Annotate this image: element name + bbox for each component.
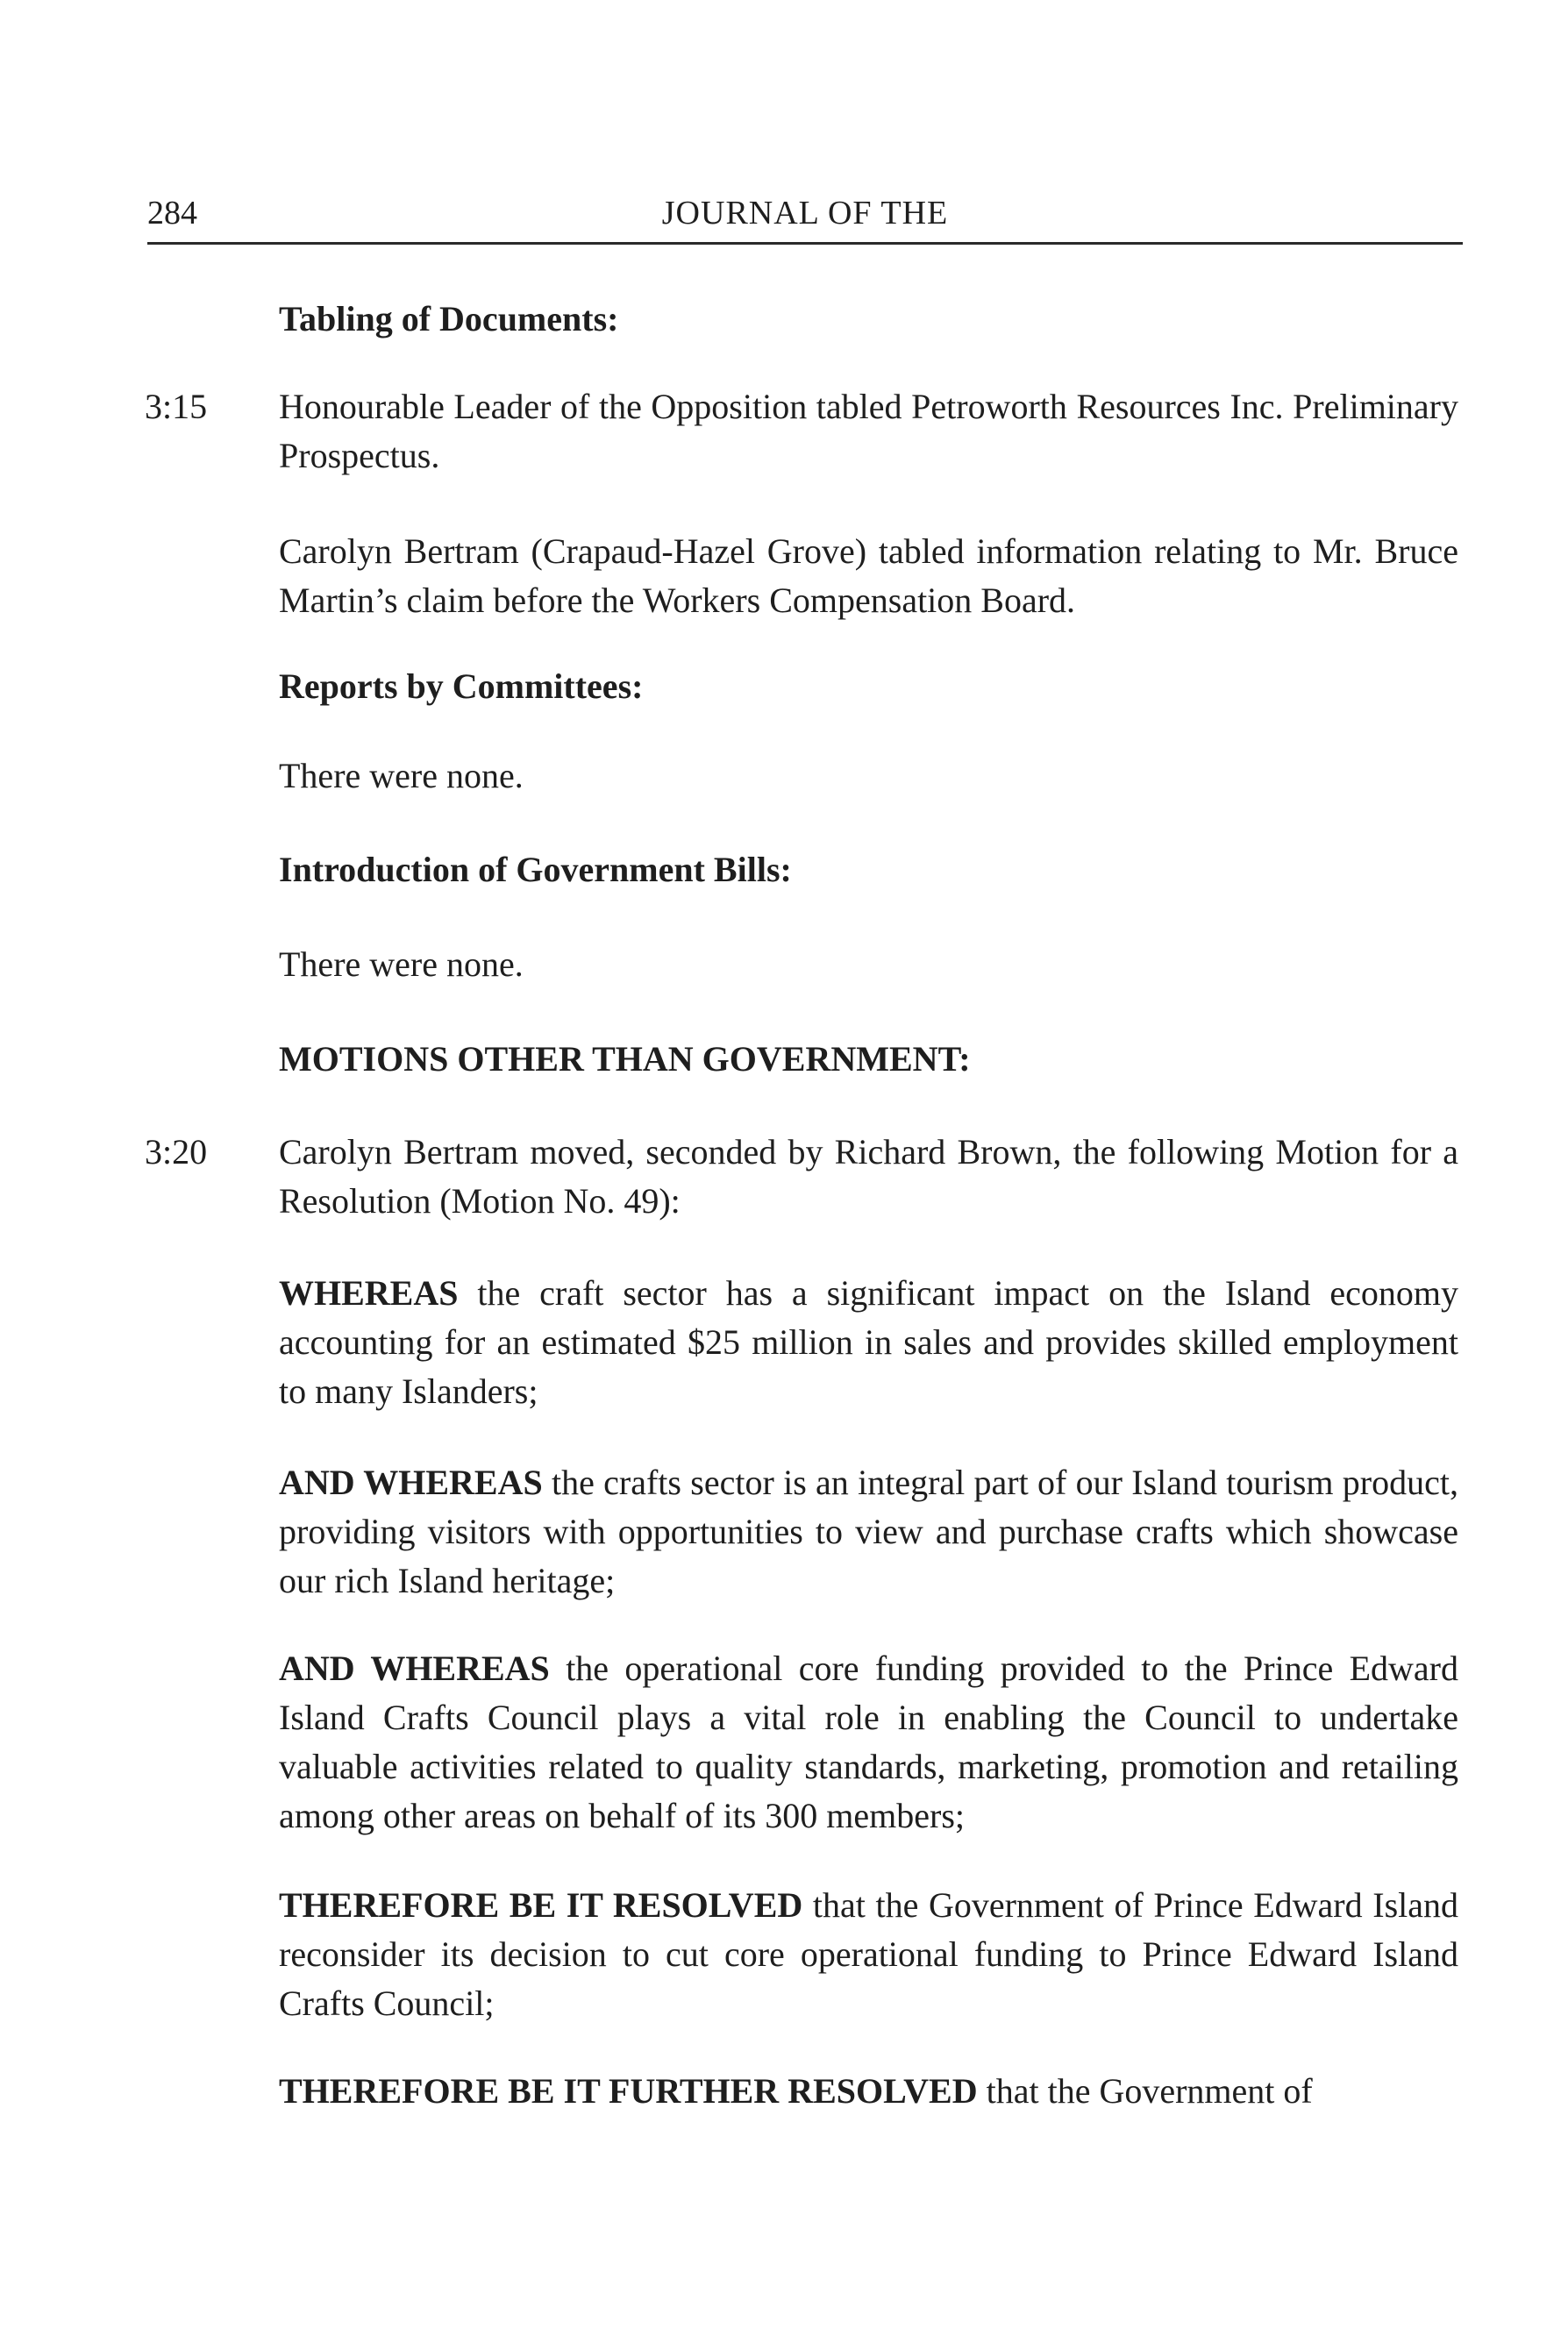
- resolution-clause: [279, 1644, 1458, 1841]
- paragraph-motion-intro: Carolyn Bertram moved, seconded by Richard Brown, the following Motion for a Resolution (Motion No. 49):: [279, 1132, 1458, 1221]
- section-heading-bills: Introduction of Government Bills:: [279, 850, 792, 889]
- running-head: JOURNAL OF THE: [661, 195, 949, 231]
- clause-text: the crafts sector is an integral part of our Island tourism product, providing visitors with opportunities to view and purchase crafts which showcase our rich Island heritage;: [279, 1463, 1458, 1600]
- clause-lead: THEREFORE BE IT FURTHER RESOLVED: [279, 2071, 978, 2111]
- clause-lead: WHEREAS: [279, 1273, 459, 1313]
- resolution-clause: [279, 1881, 1458, 2028]
- section-heading-tabling: Tabling of Documents:: [279, 299, 619, 338]
- resolution-clause: [279, 1269, 1458, 1416]
- clause-text: that the Government of Prince Edward Island reconsider its decision to cut core operational funding to Prince Edward Island Crafts Council;: [279, 1885, 1458, 2023]
- section-heading-motions: MOTIONS OTHER THAN GOVERNMENT:: [279, 1039, 971, 1079]
- paragraph-tabling-1: Honourable Leader of the Opposition tabled Petroworth Resources Inc. Preliminary Prospectus.: [279, 387, 1458, 475]
- paragraph-tabling-2: Carolyn Bertram (Crapaud-Hazel Grove) tabled information relating to Mr. Bruce Martin’s claim before the Workers Compensation Board.: [279, 531, 1458, 620]
- clause-text: the craft sector has a significant impact on the Island economy accounting for an estimated $25 million in sales and provides skilled employment to many Islanders;: [279, 1273, 1458, 1411]
- resolution-clause: [279, 1458, 1458, 1606]
- clause-text: the operational core funding provided to the Prince Edward Island Crafts Council plays a vital role in enabling the Council to undertake valuable activities related to quality standards, marketing, promotion and retailing among other areas on behalf of its 300 members;: [279, 1649, 1458, 1835]
- clause-lead: THEREFORE BE IT RESOLVED: [279, 1885, 803, 1925]
- resolution-clause: [279, 2067, 1458, 2116]
- paragraph-bills: There were none.: [279, 944, 524, 984]
- clause-text: that the Government of: [977, 2071, 1313, 2111]
- page-number: 284: [147, 195, 197, 231]
- section-heading-reports: Reports by Committees:: [279, 666, 644, 706]
- clause-lead: AND WHEREAS: [279, 1649, 550, 1688]
- clause-lead: AND WHEREAS: [279, 1463, 543, 1502]
- paragraph-reports: There were none.: [279, 756, 524, 795]
- page-header: [147, 191, 1463, 245]
- time-stamp: 3:20: [145, 1132, 208, 1172]
- time-stamp: 3:15: [145, 387, 208, 426]
